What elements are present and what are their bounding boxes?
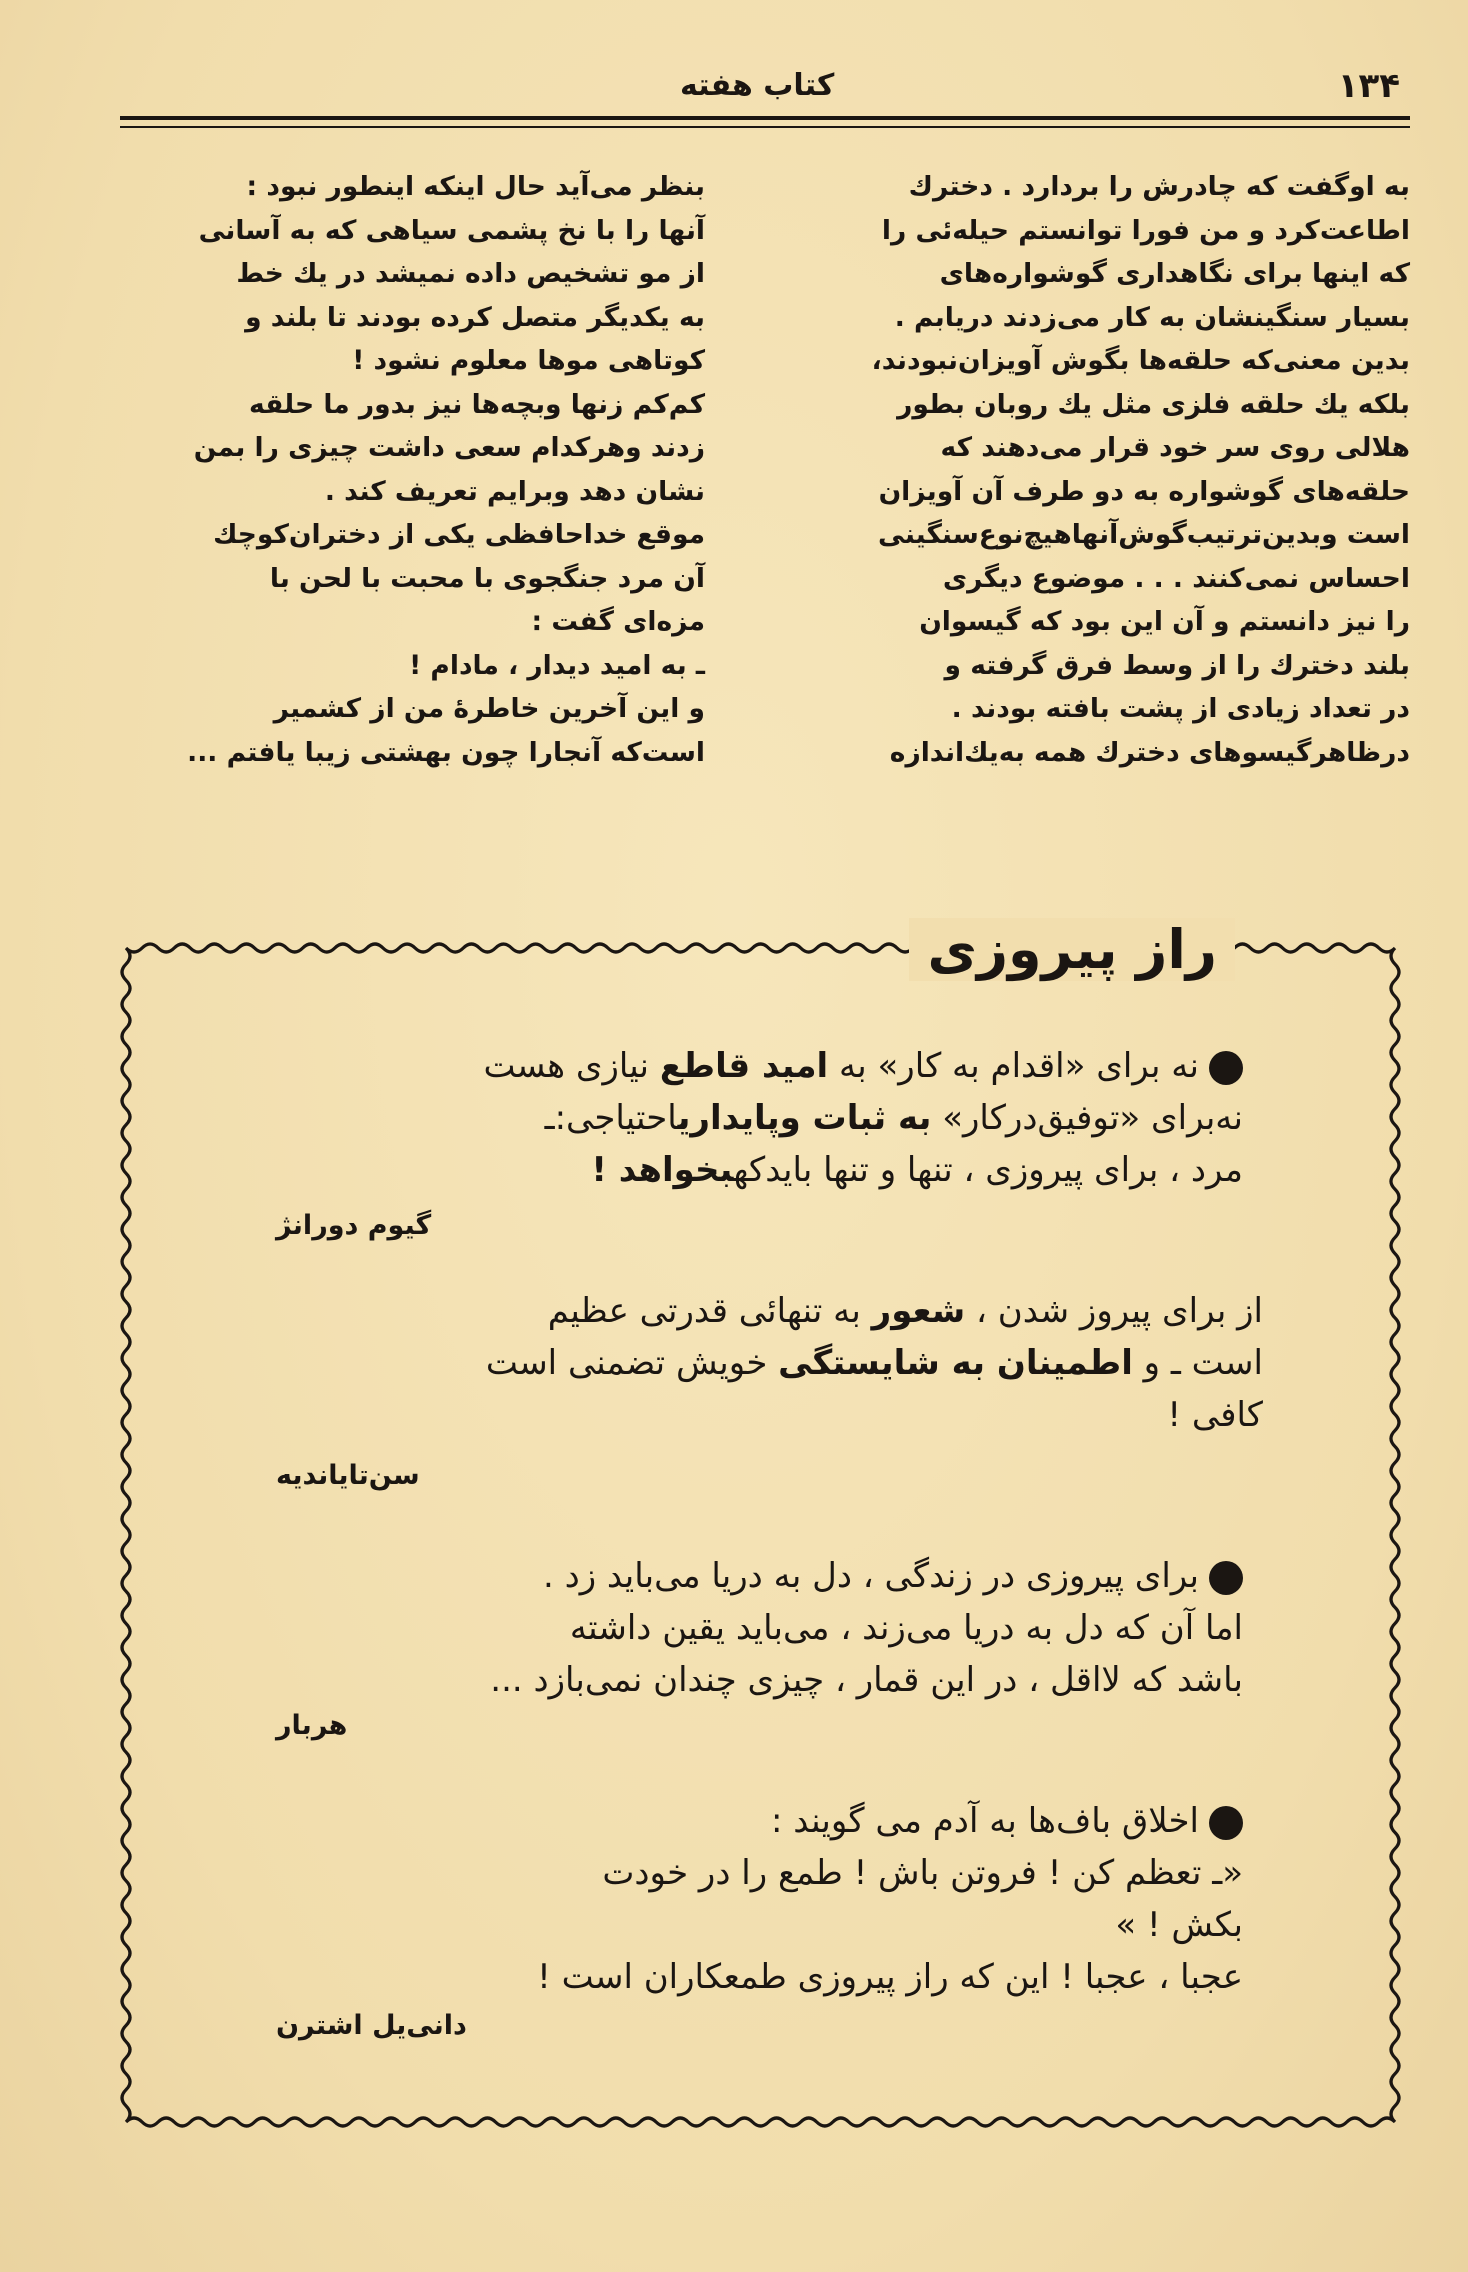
quote-author: دانی‌یل اشترن bbox=[276, 2010, 467, 2041]
running-title: کتاب هفته bbox=[680, 68, 835, 103]
text-line: بسیار سنگینشان به کار می‌زدند دریابم . bbox=[894, 301, 1410, 333]
text-line: احساس نمی‌کنند . . . موضوع دیگری bbox=[942, 562, 1410, 594]
quote-line: اما آن که دل به دریا می‌زند ، می‌باید یقین داشته bbox=[569, 1608, 1243, 1648]
text-line: مزه‌ای گفت : bbox=[531, 606, 705, 637]
page-header bbox=[120, 60, 1410, 140]
quote-2 bbox=[268, 1285, 1263, 1441]
quote-author: سن‌تایاندیه bbox=[276, 1460, 420, 1491]
quote-line: باشد که لااقل ، در این قمار ، چیزی چندان نمی‌بازد ... bbox=[490, 1660, 1243, 1700]
quote-line: کافی ! bbox=[1167, 1395, 1263, 1435]
text-line: را نیز دانستم و آن این بود که گیسوان bbox=[919, 606, 1410, 637]
bullet-icon bbox=[1209, 1561, 1243, 1595]
text-line: نشان دهد وبرایم تعریف کند . bbox=[324, 475, 705, 507]
text-column-right bbox=[780, 165, 1410, 774]
text-line: در تعداد زیادی از پشت بافته بودند . bbox=[951, 693, 1410, 724]
text-line: اطاعت‌کرد و من فورا توانستم حیله‌ئی را bbox=[881, 214, 1410, 246]
text-line: به یکدیگر متصل کرده بودند تا بلند و bbox=[245, 301, 705, 333]
bullet-icon bbox=[1209, 1051, 1243, 1085]
header-rule bbox=[120, 116, 1410, 120]
text-line: و این آخرین خاطرهٔ من از کشمیر bbox=[273, 693, 705, 724]
text-line: بدین معنی‌که حلقه‌ها بگوش آویزان‌نبودند، bbox=[871, 345, 1410, 376]
quote-line: بکش ! » bbox=[1115, 1905, 1243, 1945]
quote-line: اخلاق باف‌ها به آدم می گویند : bbox=[268, 1795, 1243, 1847]
text-line: است‌که آنجارا چون بهشتی زیبا یافتم ... bbox=[187, 736, 705, 768]
quote-author: هربار bbox=[276, 1710, 348, 1741]
quote-line: نه برای «اقدام به کار» به امید قاطع نیازی هست bbox=[288, 1040, 1243, 1092]
bullet-icon bbox=[1209, 1806, 1243, 1840]
text-line: بنظر می‌آید حال اینکه اینطور نبود : bbox=[246, 171, 705, 202]
header-rule-thin bbox=[120, 126, 1410, 128]
quote-3 bbox=[268, 1550, 1243, 1706]
box-title: راز پیروزی bbox=[909, 918, 1235, 981]
text-line: آن مرد جنگجوی با محبت با لحن با bbox=[269, 562, 705, 594]
quote-line: عجبا ، عجبا ! این که راز پیروزی طمعکاران است ! bbox=[537, 1957, 1243, 1997]
text-line: از مو تشخیص داده نمیشد در یك خط bbox=[236, 258, 705, 289]
text-line: که اینها برای نگاهداری گوشواره‌های bbox=[939, 258, 1410, 289]
page-number: ۱۳۴ bbox=[1337, 66, 1400, 106]
quote-1 bbox=[288, 1040, 1243, 1196]
text-line: کم‌کم زنها وبچه‌ها نیز بدور ما حلقه bbox=[249, 388, 705, 420]
quote-line: برای پیروزی در زندگی ، دل به دریا می‌باید زد . bbox=[268, 1550, 1243, 1602]
text-line: درظاهرگیسوهای دخترك همه به‌یك‌اندازه bbox=[889, 736, 1410, 768]
text-line: آنها را با نخ پشمی سیاهی که به آسانی bbox=[198, 214, 705, 246]
text-line: است وبدین‌ترتیب‌گوش‌آنهاهیچ‌نوع‌سنگینی bbox=[878, 519, 1410, 550]
quote-line: از برای پیروز شدن ، شعور به تنهائی قدرتی عظیم bbox=[547, 1291, 1263, 1331]
quote-line: است ـ و اطمینان به شایستگی خویش تضمنی است bbox=[485, 1343, 1263, 1383]
quote-line: «ـ تعظم کن ! فروتن باش ! طمع را در خودت bbox=[602, 1853, 1243, 1893]
quote-author: گیوم دورانژ bbox=[276, 1210, 432, 1241]
text-line: موقع خداحافظی یکی از دختران‌کوچك bbox=[213, 519, 705, 550]
text-line: بلکه یك حلقه فلزی مثل یك روبان بطور bbox=[897, 388, 1410, 420]
text-line: زدند وهرکدام سعی داشت چیزی را بمن bbox=[193, 432, 705, 463]
text-line: حلقه‌های گوشواره به دو طرف آن آویزان bbox=[878, 475, 1410, 507]
quote-line: نه‌برای «توفیق‌درکار» به ثبات وپایداریاحتیاجی:ـ bbox=[544, 1098, 1243, 1138]
text-line: بلند دخترك را از وسط فرق گرفته و bbox=[944, 649, 1410, 681]
text-column-left bbox=[120, 165, 705, 774]
quote-box bbox=[118, 918, 1403, 2130]
text-line: کوتاهی موها معلوم نشود ! bbox=[352, 345, 705, 376]
quote-line: مرد ، برای پیروزی ، تنها و تنها بایدکهبخواهد ! bbox=[591, 1150, 1243, 1190]
quote-4 bbox=[268, 1795, 1243, 2003]
text-line: ـ به امید دیدار ، مادام ! bbox=[409, 649, 705, 681]
text-line: به اوگفت که چادرش را بردارد . دخترك bbox=[908, 171, 1410, 202]
text-line: هلالی روی سر خود قرار می‌دهند که bbox=[940, 432, 1410, 463]
